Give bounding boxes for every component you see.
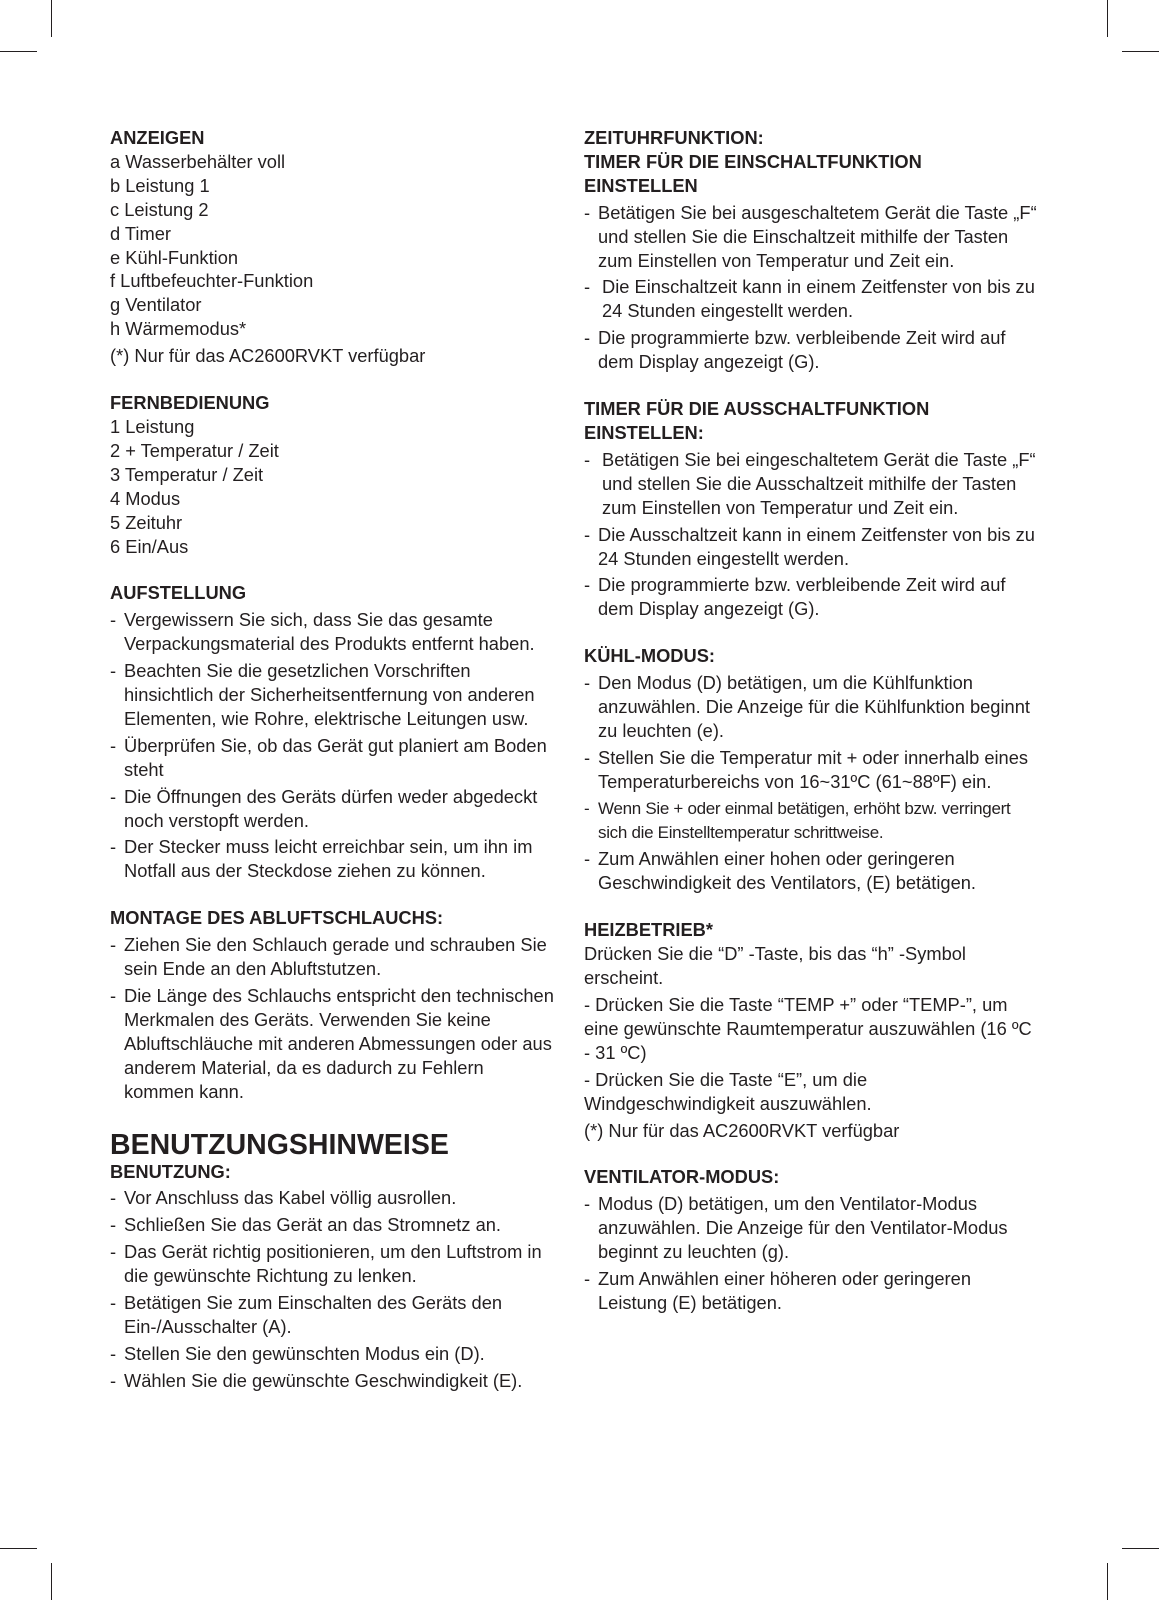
section-title: AUFSTELLUNG (110, 582, 247, 604)
list-item: - Stellen Sie den gewünschten Modus ein (D). (110, 1342, 556, 1366)
section-heiz (584, 918, 1039, 1142)
left-column (110, 126, 556, 1393)
section-title: FERNBEDIENUNG (110, 392, 270, 414)
list-item: - Überprüfen Sie, ob das Gerät gut planiert am Boden steht (110, 734, 556, 782)
list-item: - Modus (D) betätigen, um den Ventilator-Modus anzuwählen. Die Anzeige für den Ventilator-Modus beginnt zu leuchten (g). (584, 1192, 1039, 1264)
list-item: - Zum Anwählen einer höheren oder geringeren Leistung (E) betätigen. (584, 1267, 1039, 1315)
section-title: BENUTZUNG: (110, 1160, 231, 1182)
section-anzeigen (110, 126, 556, 368)
list-item: - Die programmierte bzw. verbleibende Zeit wird auf dem Display angezeigt (G). (584, 326, 1039, 374)
list-item: - Die Länge des Schlauchs entspricht den technischen Merkmalen des Geräts. Verwenden Sie keine Abluftschläuche mit anderen Abmessungen oder aus anderem Material, da es dadurch zu Fehlern kommen kann. (110, 984, 556, 1104)
paragraph: Drücken Sie die “D” -Taste, bis das “h” -Symbol erscheint. (584, 943, 966, 989)
list-item: - Betätigen Sie bei ausgeschaltetem Gerät die Taste „F“ und stellen Sie die Einschaltzeit mithilfe der Tasten zum Einstellen von Temperatur und Zeit ein. (584, 201, 1039, 273)
list-item: - Betätigen Sie zum Einschalten des Geräts den Ein-/Ausschalter (A). (110, 1291, 556, 1339)
installation-list (110, 608, 556, 883)
list-item: - Der Stecker muss leicht erreichbar sein, um ihn im Notfall aus der Steckdose ziehen zu können. (110, 835, 556, 883)
list-item: - Die Öffnungen des Geräts dürfen weder abgedeckt noch verstopft werden. (110, 785, 556, 833)
list-item: - Betätigen Sie bei eingeschaltetem Gerät die Taste „F“ und stellen Sie die Ausschaltzeit mithilfe der Tasten zum Einstellen von Temperatur und Zeit ein. (584, 448, 1039, 520)
list-item: 1 Leistung (110, 415, 195, 437)
crop-mark (51, 1563, 52, 1600)
list-item: d Timer (110, 222, 171, 244)
list-item: - Das Gerät richtig positionieren, um den Luftstrom in die gewünschte Richtung zu lenken. (110, 1240, 556, 1288)
section-aufstellung (110, 581, 556, 883)
cooling-list (584, 671, 1039, 895)
section-title: HEIZBETRIEB* (584, 919, 713, 941)
section-title: MONTAGE DES ABLUFTSCHLAUCHS: (110, 907, 444, 929)
list-item: e Kühl-Funktion (110, 246, 239, 268)
list-item: - Den Modus (D) betätigen, um die Kühlfunktion anzuwählen. Die Anzeige für die Kühlfunktion beginnt zu leuchten (e). (584, 671, 1039, 743)
section-kuehl (584, 644, 1039, 895)
list-item: - Zum Anwählen einer hohen oder geringeren Geschwindigkeit des Ventilators, (E) betätigen. (584, 847, 1039, 895)
availability-note: (*) Nur für das AC2600RVKT verfügbar (110, 345, 426, 367)
list-item: - Beachten Sie die gesetzlichen Vorschriften hinsichtlich der Sicherheitsentfernung von anderen Elementen, wie Rohre, elektrische Leitungen usw. (110, 659, 556, 731)
list-item: 6 Ein/Aus (110, 535, 189, 557)
timer-on-list (584, 201, 1039, 374)
list-item: b Leistung 1 (110, 174, 210, 196)
hose-list (110, 933, 556, 1103)
list-item: f Luftbefeuchter-Funktion (110, 270, 314, 292)
list-item: a Wasserbehälter voll (110, 150, 286, 172)
section-ausschalt (584, 397, 1039, 621)
section-title: ZEITUHRFUNKTION: (584, 127, 764, 148)
remote-list (110, 415, 556, 558)
list-item: 2 + Temperatur / Zeit (110, 439, 279, 461)
section-title: KÜHL-MODUS: (584, 645, 715, 667)
list-item: g Ventilator (110, 294, 202, 316)
list-item: - Schließen Sie das Gerät an das Stromnetz an. (110, 1213, 556, 1237)
paragraph: - Drücken Sie die Taste “E”, um die Windgeschwindigkeit auszuwählen. (584, 1068, 872, 1114)
list-item: - Die programmierte bzw. verbleibende Zeit wird auf dem Display angezeigt (G). (584, 573, 1039, 621)
section-title: TIMER FÜR DIE AUSSCHALTFUNKTION EINSTELLEN: (584, 398, 930, 443)
list-item: - Wenn Sie + oder einmal betätigen, erhöht bzw. verringert sich die Einstelltemperatur schrittweise. (584, 797, 1039, 845)
list-item: - Stellen Sie die Temperatur mit + oder innerhalb eines Temperaturbereichs von 16~31ºC (61~88ºF) ein. (584, 746, 1039, 794)
section-montage (110, 906, 556, 1103)
list-item: c Leistung 2 (110, 198, 209, 220)
paragraph: - Drücken Sie die Taste “TEMP +” oder “TEMP-”, um eine gewünschte Raumtemperatur auszuwählen (16 ºC - 31 ºC) (584, 994, 1032, 1063)
list-item: 4 Modus (110, 487, 181, 509)
section-fernbedienung (110, 391, 556, 558)
list-item: - Vergewissern Sie sich, dass Sie das gesamte Verpackungsmaterial des Produkts entfernt haben. (110, 608, 556, 656)
timer-off-list (584, 448, 1039, 621)
right-column (584, 126, 1039, 1315)
chapter-heading: BENUTZUNGSHINWEISE (110, 1128, 449, 1161)
list-item: 3 Temperatur / Zeit (110, 463, 264, 485)
usage-list (110, 1186, 556, 1392)
section-title: ANZEIGEN (110, 127, 205, 148)
section-zeituhr (584, 126, 1039, 374)
crop-mark (51, 0, 52, 37)
crop-mark (1107, 1563, 1108, 1600)
crop-mark (0, 51, 37, 52)
section-ventilator (584, 1165, 1039, 1314)
crop-mark (1122, 51, 1159, 52)
crop-mark (1122, 1548, 1159, 1549)
availability-note: (*) Nur für das AC2600RVKT verfügbar (584, 1119, 900, 1141)
indicator-list (110, 150, 556, 341)
crop-mark (1107, 0, 1108, 37)
list-item: - Wählen Sie die gewünschte Geschwindigkeit (E). (110, 1369, 556, 1393)
list-item: h Wärmemodus* (110, 318, 247, 340)
list-item: - Vor Anschluss das Kabel völlig ausrollen. (110, 1186, 556, 1210)
section-benutzung (110, 1130, 556, 1393)
section-subtitle: TIMER FÜR DIE EINSCHALTFUNKTION EINSTELLEN (584, 150, 922, 196)
fan-list (584, 1192, 1039, 1315)
list-item: - Ziehen Sie den Schlauch gerade und schrauben Sie sein Ende an den Abluftstutzen. (110, 933, 556, 981)
crop-mark (0, 1548, 37, 1549)
list-item: 5 Zeituhr (110, 511, 183, 533)
section-title: VENTILATOR-MODUS: (584, 1166, 780, 1188)
list-item: - Die Ausschaltzeit kann in einem Zeitfenster von bis zu 24 Stunden eingestellt werden. (584, 523, 1039, 571)
list-item: - Die Einschaltzeit kann in einem Zeitfenster von bis zu 24 Stunden eingestellt werden. (584, 275, 1039, 323)
